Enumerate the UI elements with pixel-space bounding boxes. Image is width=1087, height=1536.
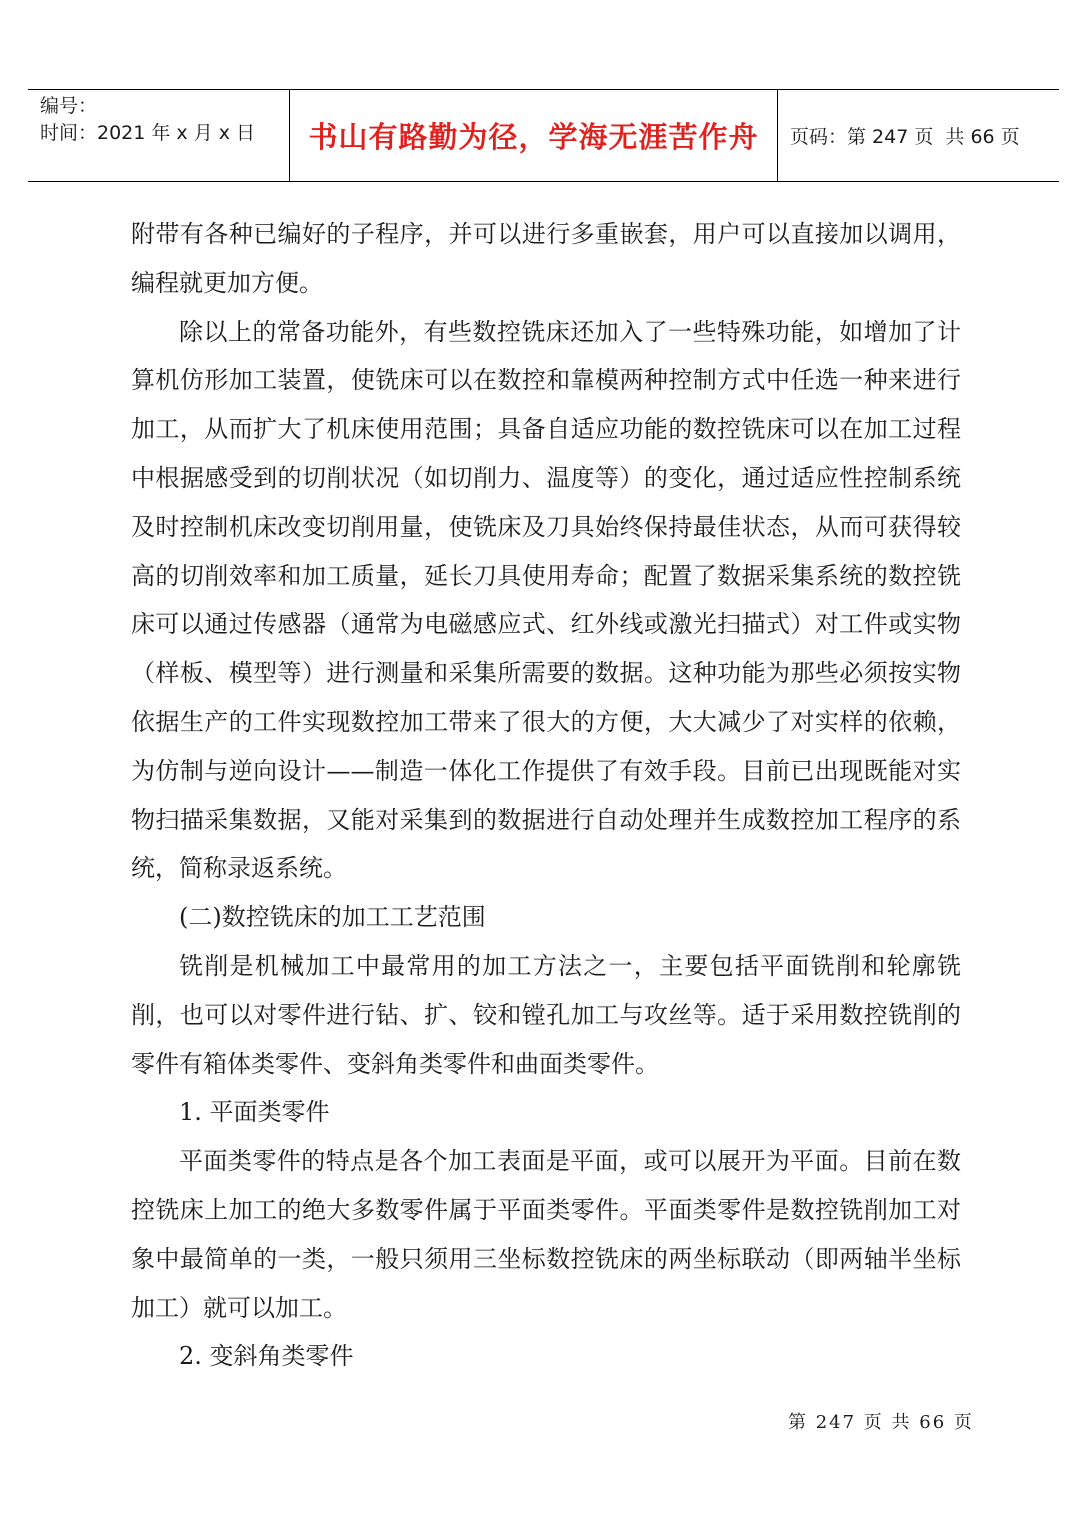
time-label: 时间：2021 年 x 月 x 日 (40, 122, 256, 144)
paragraph-special-functions: 除以上的常备功能外，有些数控铣床还加入了一些特殊功能，如增加了计算机仿形加工装置，使铣床可以在数控和靠模两种控制方式中任选一种来进行加工，从而扩大了机床使用范围；具备自适应功能的数控铣床可以在加工过程中根据感受到的切削状况（如切削力、温度等）的变化，通过适应性控制系统及时控制机床改变切削用量，使铣床及刀具始终保持最佳状态，从而可获得较高的切削效率和加工质量，延长刀具使用寿命；配置了数据采集系统的数控铣床可以通过传感器（通常为电磁感应式、红外线或激光扫描式）对工件或实物（样板、模型等）进行测量和采集所需要的数据。这种功能为那些必须按实物依据生产的工件实现数控加工带来了很大的方便，大大减少了对实样的依赖，为仿制与逆向设计——制造一体化工作提供了有效手段。目前已出现既能对实物扫描采集数据，又能对采集到的数据进行自动处理并生成数控加工程序的系统，简称录返系统。 (131, 317, 961, 883)
paragraph-milling-scope: 铣削是机械加工中最常用的加工方法之一，主要包括平面铣削和轮廓铣削，也可以对零件进行钻、扩、铰和镗孔加工与攻丝等。适于采用数控铣削的零件有箱体类零件、变斜角类零件和曲面类零件。 (131, 951, 961, 1078)
subheading-bevel-parts: 2. 变斜角类零件 (179, 1342, 354, 1371)
paragraph-plane-parts: 平面类零件的特点是各个加工表面是平面，或可以展开为平面。目前在数控铣床上加工的绝大多数零件属于平面类零件。平面类零件是数控铣削加工对象中最简单的一类，一般只须用三坐标数控铣床的两坐标联动（即两轴半坐标加工）就可以加工。 (131, 1147, 961, 1322)
page-label: 页码：第 247 页 共 66 页 (790, 126, 1020, 148)
document-header (28, 89, 1059, 182)
section-heading: (二)数控铣床的加工工艺范围 (179, 903, 486, 932)
document-body (131, 210, 961, 1381)
page-footer: 第 247 页 共 66 页 (788, 1412, 974, 1433)
number-label: 编号： (40, 95, 98, 117)
header-info-cell (28, 90, 290, 181)
motto-cell (290, 90, 778, 181)
paragraph-continuation: 附带有各种已编好的子程序，并可以进行多重嵌套，用户可以直接加以调用，编程就更加方便。 (131, 220, 961, 297)
subheading-plane-parts: 1. 平面类零件 (179, 1098, 330, 1127)
motto-text: 书山有路勤为径，学海无涯苦作舟 (308, 120, 759, 154)
page-number-cell (778, 90, 1059, 181)
